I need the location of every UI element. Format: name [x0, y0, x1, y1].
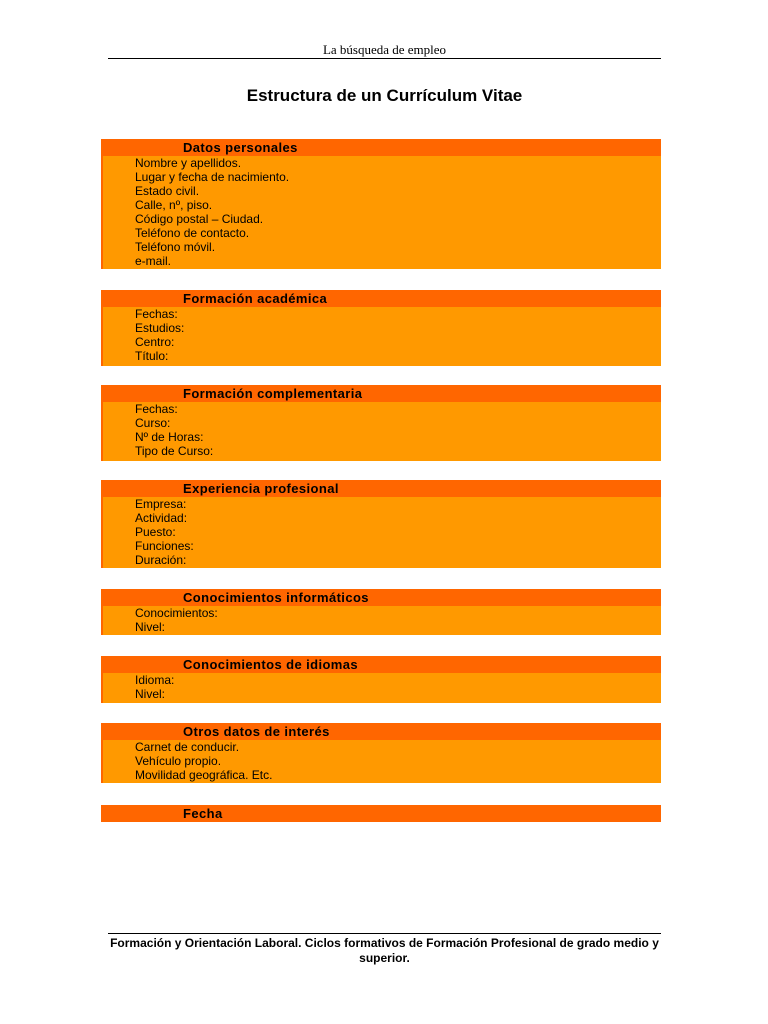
page-header: La búsqueda de empleo	[322, 42, 447, 57]
list-item: Idioma:	[135, 673, 175, 687]
page-footer: Formación y Orientación Laboral. Ciclos formativos de Formación Profesional de grado medio y superior.	[110, 936, 659, 965]
list-item: Teléfono de contacto.	[135, 226, 250, 240]
list-item: Nombre y apellidos.	[135, 156, 242, 170]
section-conocimientos-informaticos	[101, 589, 661, 635]
list-item: Puesto:	[135, 525, 176, 539]
list-item: Carnet de conducir.	[135, 740, 240, 754]
section-body	[101, 307, 661, 366]
section-experiencia-profesional	[101, 480, 661, 568]
header-divider	[108, 58, 661, 59]
list-item: Fechas:	[135, 307, 178, 321]
section-body	[101, 673, 661, 703]
list-item: Código postal – Ciudad.	[135, 212, 264, 226]
list-item: Conocimientos:	[135, 606, 218, 620]
list-item: Estado civil.	[135, 184, 200, 198]
section-formacion-complementaria	[101, 385, 661, 461]
list-item: Duración:	[135, 553, 187, 567]
list-item: Lugar y fecha de nacimiento.	[135, 170, 290, 184]
section-body	[101, 497, 661, 568]
list-item: Funciones:	[135, 539, 194, 553]
list-item: Calle, nº, piso.	[135, 198, 213, 212]
section-heading: Formación complementaria	[101, 385, 661, 402]
footer-divider	[108, 933, 661, 934]
list-item: Nivel:	[135, 687, 166, 701]
section-heading: Conocimientos informáticos	[101, 589, 661, 606]
document-title: Estructura de un Currículum Vitae	[246, 86, 523, 105]
list-item: Estudios:	[135, 321, 185, 335]
section-otros-datos	[101, 723, 661, 783]
list-item: Teléfono móvil.	[135, 240, 216, 254]
list-item: Nivel:	[135, 620, 166, 634]
section-heading: Otros datos de interés	[101, 723, 661, 740]
section-heading: Fecha	[101, 805, 661, 822]
section-body	[101, 606, 661, 635]
section-body	[101, 402, 661, 461]
section-conocimientos-idiomas	[101, 656, 661, 703]
list-item: Curso:	[135, 416, 171, 430]
list-item: Movilidad geográfica. Etc.	[135, 768, 273, 782]
section-heading: Datos personales	[101, 139, 661, 156]
list-item: Centro:	[135, 335, 175, 349]
list-item: Fechas:	[135, 402, 178, 416]
section-body	[101, 156, 661, 269]
section-body	[101, 740, 661, 783]
section-heading: Experiencia profesional	[101, 480, 661, 497]
section-datos-personales	[101, 139, 661, 269]
section-fecha	[101, 805, 661, 822]
list-item: Actividad:	[135, 511, 188, 525]
section-heading: Formación académica	[101, 290, 661, 307]
list-item: Tipo de Curso:	[135, 444, 214, 458]
list-item: e-mail.	[135, 254, 172, 268]
list-item: Nº de Horas:	[135, 430, 204, 444]
list-item: Título:	[135, 349, 169, 363]
section-heading: Conocimientos de idiomas	[101, 656, 661, 673]
section-formacion-academica	[101, 290, 661, 366]
list-item: Empresa:	[135, 497, 187, 511]
list-item: Vehículo propio.	[135, 754, 222, 768]
